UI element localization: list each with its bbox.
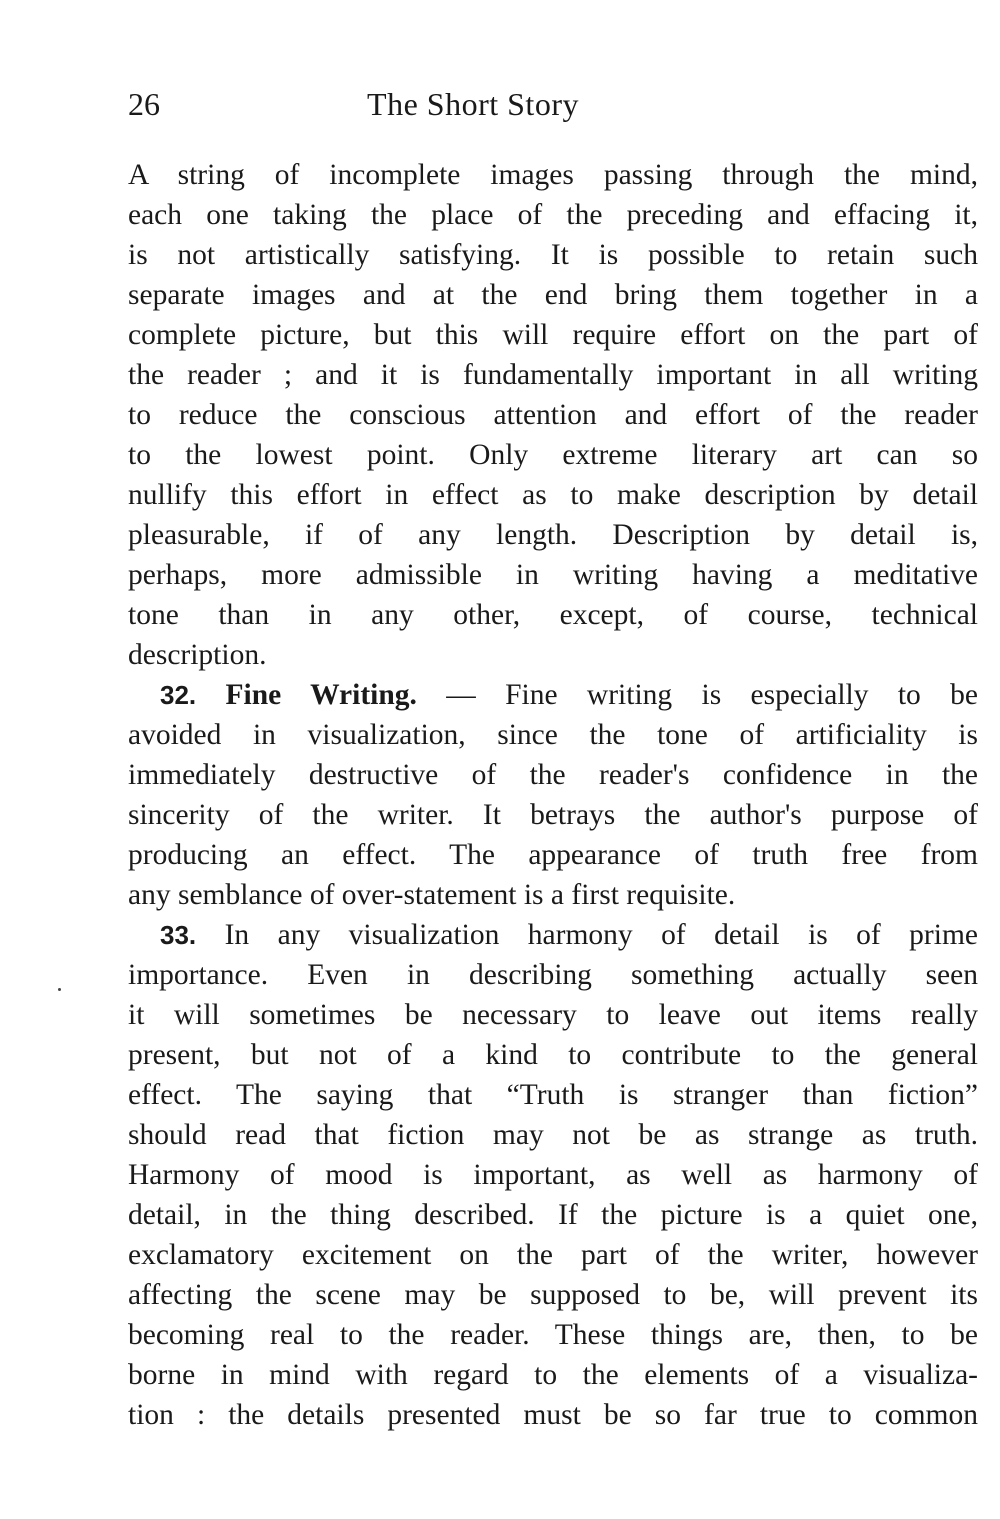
text-line: avoided in visualization, since the tone of artificiality is bbox=[128, 719, 978, 751]
text-line: tion : the details presented must be so far true to common bbox=[128, 1399, 978, 1431]
text-line: should read that fiction may not be as strange as truth. bbox=[128, 1119, 978, 1151]
text-line: detail, in the thing described. If the picture is a quiet one, bbox=[128, 1199, 978, 1231]
text-line: becoming real to the reader. These things are, then, to be bbox=[128, 1319, 978, 1351]
text-line: to the lowest point. Only extreme literary art can so bbox=[128, 439, 978, 471]
text-line: exclamatory excitement on the part of the writer, however bbox=[128, 1239, 978, 1271]
text-line: producing an effect. The appearance of truth free from bbox=[128, 839, 978, 871]
running-title: The Short Story bbox=[367, 86, 579, 122]
text-line: effect. The saying that “Truth is stranger than fiction” bbox=[128, 1079, 978, 1111]
text-line: separate images and at the end bring them together in a bbox=[128, 279, 978, 311]
text-line: perhaps, more admissible in writing having a meditative bbox=[128, 559, 978, 591]
text-line: any semblance of over-statement is a first requisite. bbox=[128, 879, 736, 911]
text-line: complete picture, but this will require effort on the part of bbox=[128, 319, 978, 351]
text-line: importance. Even in describing something actually seen bbox=[128, 959, 978, 991]
text-line: to reduce the conscious attention and effort of the reader bbox=[128, 399, 978, 431]
text-line: it will sometimes be necessary to leave out items really bbox=[128, 999, 978, 1031]
text-line: immediately destructive of the reader's confidence in the bbox=[128, 759, 978, 791]
section-number: 33. bbox=[160, 920, 197, 950]
text-line: the reader ; and it is fundamentally important in all writing bbox=[128, 359, 978, 391]
section-number: 32. bbox=[160, 680, 197, 710]
text-line: each one taking the place of the preceding and effacing it, bbox=[128, 199, 978, 231]
text-line: present, but not of a kind to contribute to the general bbox=[128, 1039, 978, 1071]
text-fragment: — Fine writing is especially to be bbox=[416, 679, 979, 711]
margin-speck bbox=[58, 988, 61, 991]
section-heading: Fine Writing. bbox=[225, 679, 417, 711]
text-line: affecting the scene may be supposed to be, will prevent its bbox=[128, 1279, 978, 1311]
text-line: A string of incomplete images passing through the mind, bbox=[128, 159, 978, 191]
section-32-first-line bbox=[128, 675, 978, 715]
text-line: tone than in any other, except, of course, technical bbox=[128, 599, 978, 631]
running-head bbox=[128, 82, 978, 126]
text-line: description. bbox=[128, 639, 267, 671]
text-line: is not artistically satisfying. It is possible to retain such bbox=[128, 239, 978, 271]
section-33-first-line bbox=[128, 915, 978, 955]
text-line: borne in mind with regard to the elements of a visualiza- bbox=[128, 1359, 978, 1391]
text-line: pleasurable, if of any length. Description by detail is, bbox=[128, 519, 978, 551]
page-number: 26 bbox=[128, 86, 160, 122]
text-line: sincerity of the writer. It betrays the author's purpose of bbox=[128, 799, 978, 831]
text-line: nullify this effort in effect as to make description by detail bbox=[128, 479, 978, 511]
text-line: Harmony of mood is important, as well as harmony of bbox=[128, 1159, 978, 1191]
text-fragment: In any visualization harmony of detail is of prime bbox=[196, 919, 978, 951]
body-text bbox=[128, 155, 978, 1435]
